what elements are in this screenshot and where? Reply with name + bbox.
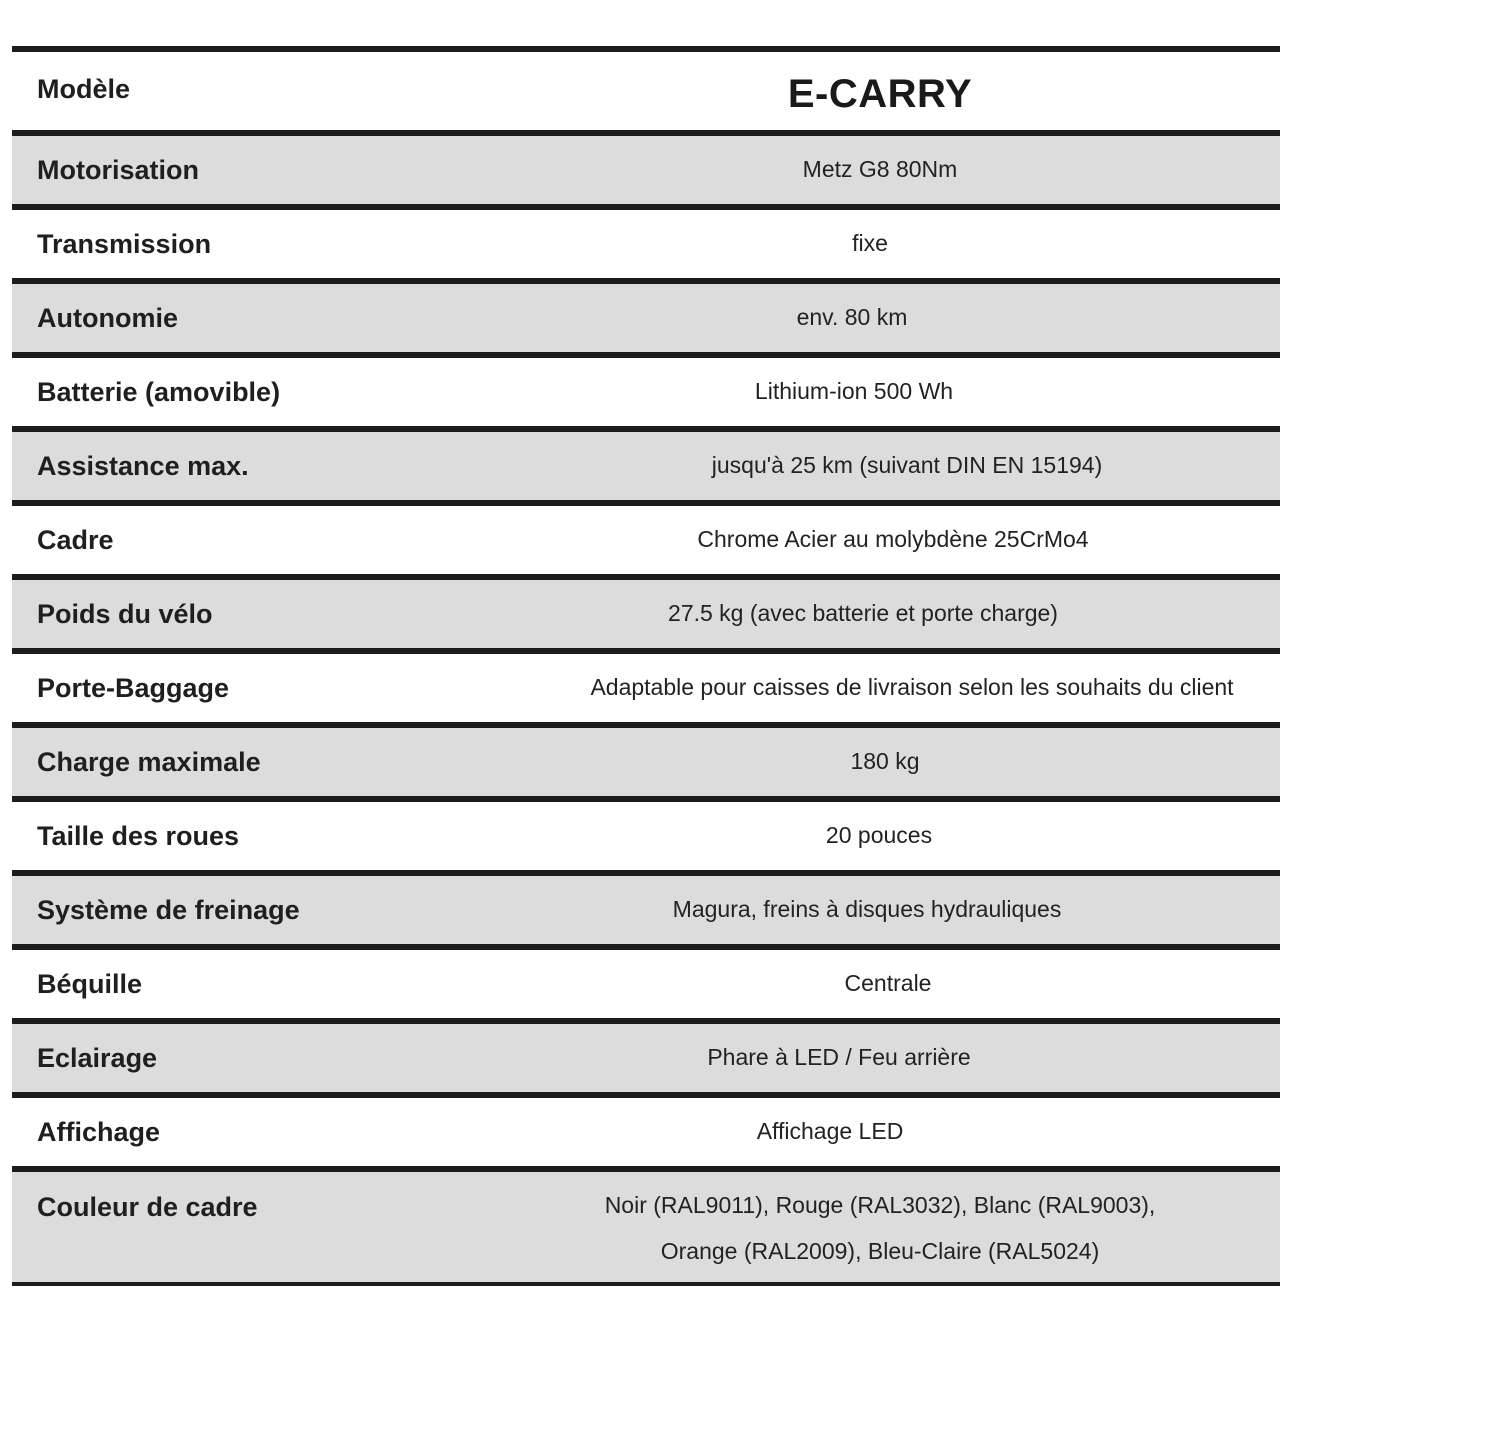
- row-value: Adaptable pour caisses de livraison selon les souhaits du client: [590, 674, 1234, 700]
- row-label: Porte-Baggage: [37, 673, 230, 703]
- row-label: Assistance max.: [37, 451, 249, 481]
- color-name: Noir: [604, 1192, 647, 1218]
- row-value: Metz G8 80Nm: [802, 156, 958, 182]
- row-label: Couleur de cadre: [37, 1192, 258, 1222]
- color-code: (RAL3032): [849, 1192, 961, 1218]
- table-row: [12, 648, 1280, 722]
- row-value: Phare à LED / Feu arrière: [707, 1044, 971, 1070]
- row-label: Cadre: [37, 525, 114, 555]
- row-label: Modèle: [37, 74, 131, 104]
- row-label: Système de freinage: [37, 895, 300, 925]
- row-label: Béquille: [37, 969, 143, 999]
- row-label: Charge maximale: [37, 747, 261, 777]
- row-value: Centrale: [844, 970, 932, 996]
- row-label: Taille des roues: [37, 821, 240, 851]
- row-label: Affichage: [37, 1117, 161, 1147]
- row-label: Poids du vélo: [37, 599, 213, 629]
- row-value: env. 80 km: [796, 304, 908, 330]
- table-row: [12, 796, 1280, 870]
- color-name: Rouge: [775, 1192, 844, 1218]
- color-code: (RAL9003): [1037, 1192, 1149, 1218]
- table-row: [12, 278, 1280, 352]
- row-label: Transmission: [37, 229, 212, 259]
- row-value: Magura, freins à disques hydrauliques: [672, 896, 1062, 922]
- row-label: Batterie (amovible): [37, 377, 281, 407]
- spec-table: [12, 46, 1280, 1286]
- row-value: 20 pouces: [825, 822, 933, 848]
- table-row: [12, 574, 1280, 648]
- frame-colors-line-1: Noir (RAL9011), Rouge (RAL3032), Blanc (RAL9003),: [604, 1192, 1156, 1218]
- row-value: 180 kg: [850, 748, 920, 774]
- color-code: (RAL5024): [988, 1238, 1100, 1264]
- color-name: Bleu-Claire: [867, 1238, 982, 1264]
- table-row: [12, 204, 1280, 278]
- color-name: Blanc: [973, 1192, 1032, 1218]
- row-label: Motorisation: [37, 155, 199, 185]
- table-row: [12, 500, 1280, 574]
- model-name: E-CARRY: [787, 72, 973, 116]
- row-label: Eclairage: [37, 1043, 158, 1073]
- color-code: (RAL2009): [743, 1238, 856, 1264]
- frame-colors-line-2: Orange (RAL2009), Bleu-Claire (RAL5024): [660, 1238, 1100, 1264]
- row-value: Chrome Acier au molybdène 25CrMo4: [697, 526, 1089, 552]
- table-row-model: [12, 46, 1280, 130]
- row-value: 27.5 kg (avec batterie et porte charge): [668, 600, 1058, 626]
- row-value: Affichage LED: [756, 1118, 904, 1144]
- color-name: Orange: [660, 1238, 738, 1264]
- color-code: (RAL9011): [653, 1192, 763, 1218]
- table-row: [12, 1092, 1280, 1166]
- table-row: [12, 870, 1280, 944]
- row-label: Autonomie: [37, 303, 178, 333]
- row-value: fixe: [852, 230, 888, 256]
- row-value: Lithium-ion 500 Wh: [754, 378, 954, 404]
- table-row: [12, 1018, 1280, 1092]
- table-row: [12, 352, 1280, 426]
- table-row: [12, 130, 1280, 204]
- row-value: jusqu'à 25 km (suivant DIN EN 15194): [711, 452, 1103, 478]
- table-row: [12, 944, 1280, 1018]
- table-row-frame-colors: [12, 1166, 1280, 1286]
- table-row: [12, 426, 1280, 500]
- table-row: [12, 722, 1280, 796]
